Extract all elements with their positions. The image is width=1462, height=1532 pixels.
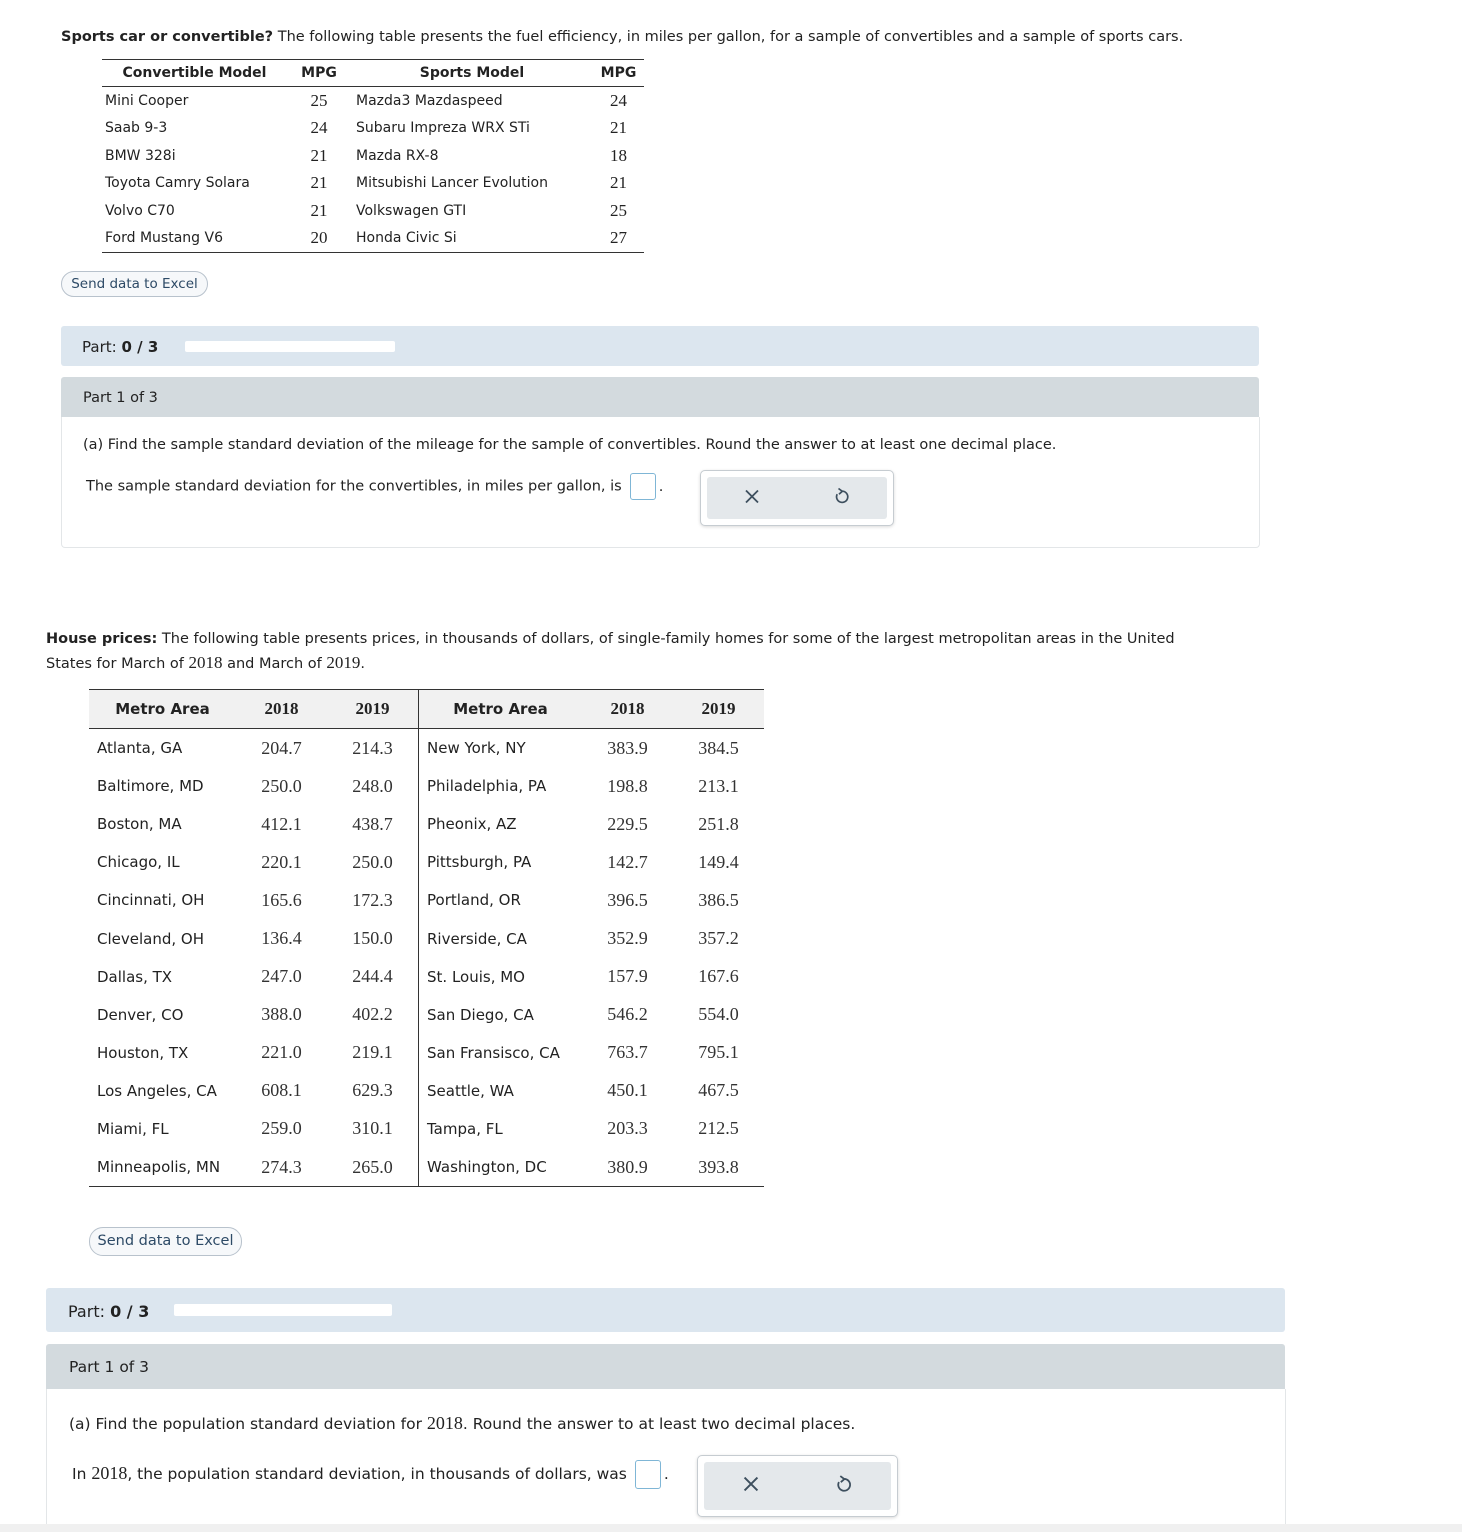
table-row <box>89 843 764 881</box>
price-2018-cell: 165.6 <box>261 889 302 910</box>
price-2019-cell: 248.0 <box>352 775 393 796</box>
part-count: 0 / 3 <box>121 338 159 356</box>
problem2-intro-line2c: . <box>360 656 366 672</box>
sports-model-cell: Volkswagen GTI <box>356 202 467 219</box>
table-row <box>89 729 764 768</box>
metro-area-cell: Riverside, CA <box>419 919 583 957</box>
mpg-table <box>102 59 644 253</box>
problem2-intro-line1: The following table presents prices, in thousands of dollars, of single-family homes for some of the largest metropolitan areas in the United <box>161 631 1175 647</box>
sports-mpg-cell: 25 <box>610 200 627 220</box>
price-2018-cell: 383.9 <box>607 737 648 758</box>
price-2018-cell: 388.0 <box>261 1004 302 1025</box>
price-2018-cell: 221.0 <box>261 1042 302 1063</box>
problem1-title: Sports car or convertible? <box>61 29 274 45</box>
answer-prompt-a: In <box>72 1465 92 1483</box>
price-2018-cell: 608.1 <box>261 1080 302 1101</box>
question-year: 2018 <box>426 1413 463 1433</box>
metro-area-cell: Seattle, WA <box>419 1072 583 1110</box>
price-2019-cell: 402.2 <box>352 1004 393 1025</box>
problem2-title: House prices: <box>46 631 158 647</box>
part-progress-track <box>174 1304 392 1316</box>
undo-icon[interactable] <box>836 1475 853 1498</box>
price-2019-cell: 213.1 <box>698 775 739 796</box>
sports-model-cell: Honda Civic Si <box>351 225 593 253</box>
metro-area-cell: Portland, OR <box>419 881 583 919</box>
house-prices-table <box>89 689 764 1187</box>
mpg-table-header <box>102 60 644 87</box>
convertible-model-cell: Ford Mustang V6 <box>102 225 287 253</box>
house-table-header <box>89 690 764 729</box>
part-count: 0 / 3 <box>110 1302 150 1321</box>
part-prefix: Part: <box>82 338 117 356</box>
part-label <box>68 1302 149 1321</box>
price-2018-cell: 247.0 <box>261 966 302 987</box>
price-2018-cell: 142.7 <box>607 851 648 872</box>
price-2019-cell: 251.8 <box>698 813 739 834</box>
price-2019-cell: 310.1 <box>352 1118 393 1139</box>
price-2018-cell: 198.8 <box>607 775 648 796</box>
metro-area-cell: St. Louis, MO <box>419 958 583 996</box>
price-2018-cell: 450.1 <box>607 1080 648 1101</box>
metro-area-cell: New York, NY <box>419 729 583 768</box>
metro-area-cell: Minneapolis, MN <box>89 1148 236 1187</box>
price-2019-cell: 393.8 <box>673 1148 764 1187</box>
answer-prompt: The sample standard deviation for the convertibles, in miles per gallon, is <box>86 478 622 495</box>
metro-area-cell: Boston, MA <box>97 815 182 834</box>
price-2019-cell: 250.0 <box>352 851 393 872</box>
price-2018-cell: 546.2 <box>607 1004 648 1025</box>
col-header: Metro Area <box>419 690 583 729</box>
part-progress-bar <box>46 1288 1285 1332</box>
price-2019-cell: 438.7 <box>352 813 393 834</box>
price-2019-cell: 384.5 <box>698 737 739 758</box>
table-row <box>89 767 764 805</box>
question-text: (a) Find the sample standard deviation of the mileage for the sample of convertibles. Round the answer to at least one decimal place. <box>83 437 1057 453</box>
answer-year: 2018 <box>91 1463 128 1483</box>
convertible-mpg-cell: 21 <box>310 173 328 193</box>
col-header: 2019 <box>327 690 419 729</box>
table-row <box>89 1034 764 1072</box>
sports-model-cell: Mazda RX-8 <box>356 147 439 164</box>
table-row <box>102 142 644 170</box>
price-2018-cell: 157.9 <box>607 966 648 987</box>
metro-area-cell: Cleveland, OH <box>97 929 204 948</box>
price-2019-cell: 214.3 <box>352 737 393 758</box>
metro-area-cell: Baltimore, MD <box>97 777 204 796</box>
col-header: Sports Model <box>351 60 593 87</box>
table-row <box>89 919 764 957</box>
table-row <box>89 958 764 996</box>
price-2018-cell: 274.3 <box>236 1148 327 1187</box>
price-2019-cell: 795.1 <box>698 1042 739 1063</box>
part-heading <box>61 377 1259 417</box>
sports-model-cell: Mazda3 Mazdaspeed <box>356 92 503 109</box>
metro-area-cell: Philadelphia, PA <box>419 767 583 805</box>
metro-area-cell: Denver, CO <box>97 1005 184 1024</box>
price-2019-cell: 212.5 <box>698 1118 739 1139</box>
metro-area-cell: Washington, DC <box>419 1148 583 1187</box>
price-2018-cell: 220.1 <box>261 851 302 872</box>
price-2018-cell: 396.5 <box>607 889 648 910</box>
close-x-icon[interactable] <box>744 1477 759 1496</box>
answer-tools-panel <box>707 477 887 519</box>
col-header: 2019 <box>673 690 764 729</box>
table-row <box>89 1110 764 1148</box>
metro-area-cell: Pittsburgh, PA <box>419 843 583 881</box>
table-row <box>102 170 644 198</box>
col-header: Metro Area <box>89 690 236 729</box>
table-row <box>89 996 764 1034</box>
table-row <box>102 87 644 115</box>
problem2-intro <box>46 628 1286 676</box>
metro-area-cell: Dallas, TX <box>97 967 173 986</box>
send-to-excel-button[interactable]: Send data to Excel <box>89 1227 242 1256</box>
price-2018-cell: 412.1 <box>261 813 302 834</box>
answer-row <box>86 473 663 500</box>
table-row <box>89 1072 764 1110</box>
col-header: MPG <box>287 60 351 87</box>
col-header: 2018 <box>582 690 673 729</box>
price-2018-cell: 203.3 <box>607 1118 648 1139</box>
col-header: Convertible Model <box>102 60 287 87</box>
convertible-mpg-cell: 24 <box>310 118 328 138</box>
problem1-intro-text: The following table presents the fuel efficiency, in miles per gallon, for a sample of convertibles and a sample of sports cars. <box>277 29 1184 45</box>
price-2019-cell: 386.5 <box>698 889 739 910</box>
mpg-table-body <box>102 87 644 253</box>
problem2-intro-year2: 2019 <box>326 653 361 672</box>
table-row <box>89 1148 764 1187</box>
table-row <box>102 115 644 143</box>
answer-row <box>72 1460 669 1489</box>
part-label <box>82 338 158 356</box>
metro-area-cell: Tampa, FL <box>419 1110 583 1148</box>
house-table-body <box>89 729 764 1187</box>
answer-input[interactable] <box>635 1460 661 1489</box>
price-2019-cell: 149.4 <box>698 851 739 872</box>
price-2019-cell: 244.4 <box>352 966 393 987</box>
convertible-model-cell: Saab 9-3 <box>105 120 168 137</box>
close-x-icon[interactable] <box>745 489 759 508</box>
part-prefix: Part: <box>68 1302 105 1321</box>
sports-model-cell: Mitsubishi Lancer Evolution <box>356 175 548 192</box>
problem2-intro-year1: 2018 <box>188 653 223 672</box>
sports-model-cell: Subaru Impreza WRX STi <box>356 120 530 137</box>
undo-icon[interactable] <box>834 487 850 509</box>
price-2019-cell: 167.6 <box>698 966 739 987</box>
answer-tools <box>697 1455 898 1517</box>
problem1-intro <box>61 26 1261 49</box>
convertible-mpg-cell: 21 <box>310 200 328 220</box>
part-heading-label: Part 1 of 3 <box>83 390 158 406</box>
convertible-mpg-cell: 21 <box>310 145 328 165</box>
convertible-model-cell: Toyota Camry Solara <box>105 175 250 192</box>
sports-mpg-cell: 27 <box>593 225 644 253</box>
answer-tools-panel <box>704 1462 891 1510</box>
metro-area-cell: Los Angeles, CA <box>97 1081 217 1100</box>
price-2019-cell: 265.0 <box>327 1148 419 1187</box>
price-2018-cell: 229.5 <box>607 813 648 834</box>
price-2018-cell: 763.7 <box>607 1042 648 1063</box>
price-2018-cell: 250.0 <box>261 775 302 796</box>
table-row <box>102 197 644 225</box>
convertible-mpg-cell: 25 <box>310 90 328 110</box>
part-heading-label: Part 1 of 3 <box>69 1358 150 1376</box>
metro-area-cell: Cincinnati, OH <box>97 891 205 910</box>
price-2019-cell: 467.5 <box>698 1080 739 1101</box>
price-2019-cell: 554.0 <box>698 1004 739 1025</box>
table-row <box>102 225 644 253</box>
metro-area-cell: San Fransisco, CA <box>419 1034 583 1072</box>
table-row <box>89 881 764 919</box>
table-row <box>89 805 764 843</box>
sports-mpg-cell: 24 <box>610 90 627 110</box>
sports-mpg-cell: 21 <box>610 173 627 193</box>
answer-suffix: . <box>663 1465 669 1483</box>
answer-suffix: . <box>658 478 664 495</box>
metro-area-cell: Miami, FL <box>97 1119 169 1138</box>
question-text-b: . Round the answer to at least two decimal places. <box>462 1415 856 1433</box>
metro-area-cell: Pheonix, AZ <box>419 805 583 843</box>
question-text <box>69 1413 855 1434</box>
problem2-intro-line2a: States for March of <box>46 656 189 672</box>
problem2-intro-line2b: and March of <box>222 656 327 672</box>
price-2018-cell: 259.0 <box>261 1118 302 1139</box>
price-2018-cell: 352.9 <box>607 928 648 949</box>
price-2019-cell: 172.3 <box>352 889 393 910</box>
convertible-model-cell: BMW 328i <box>105 147 176 164</box>
answer-tools <box>700 470 894 526</box>
price-2018-cell: 136.4 <box>261 928 302 949</box>
part-heading <box>46 1344 1285 1389</box>
send-to-excel-button[interactable]: Send data to Excel <box>61 271 208 297</box>
price-2019-cell: 629.3 <box>352 1080 393 1101</box>
price-2018-cell: 204.7 <box>261 737 302 758</box>
convertible-mpg-cell: 20 <box>287 225 351 253</box>
part-progress-track <box>185 341 395 352</box>
answer-prompt-b: , the population standard deviation, in thousands of dollars, was <box>127 1465 627 1483</box>
sports-mpg-cell: 21 <box>610 118 627 138</box>
metro-area-cell: Houston, TX <box>97 1043 189 1062</box>
price-2019-cell: 150.0 <box>352 928 393 949</box>
price-2019-cell: 357.2 <box>698 928 739 949</box>
part-progress-bar <box>61 326 1259 366</box>
col-header: 2018 <box>236 690 327 729</box>
metro-area-cell: San Diego, CA <box>419 996 583 1034</box>
answer-input[interactable] <box>630 473 656 500</box>
convertible-model-cell: Mini Cooper <box>105 92 189 109</box>
col-header: MPG <box>593 60 644 87</box>
price-2018-cell: 380.9 <box>582 1148 673 1187</box>
convertible-model-cell: Volvo C70 <box>105 202 175 219</box>
metro-area-cell: Chicago, IL <box>97 853 180 872</box>
page-bottom-strip <box>0 1524 1462 1532</box>
price-2019-cell: 219.1 <box>352 1042 393 1063</box>
sports-mpg-cell: 18 <box>610 145 627 165</box>
question-text-a: (a) Find the population standard deviation for <box>69 1415 427 1433</box>
metro-area-cell: Atlanta, GA <box>97 739 183 758</box>
